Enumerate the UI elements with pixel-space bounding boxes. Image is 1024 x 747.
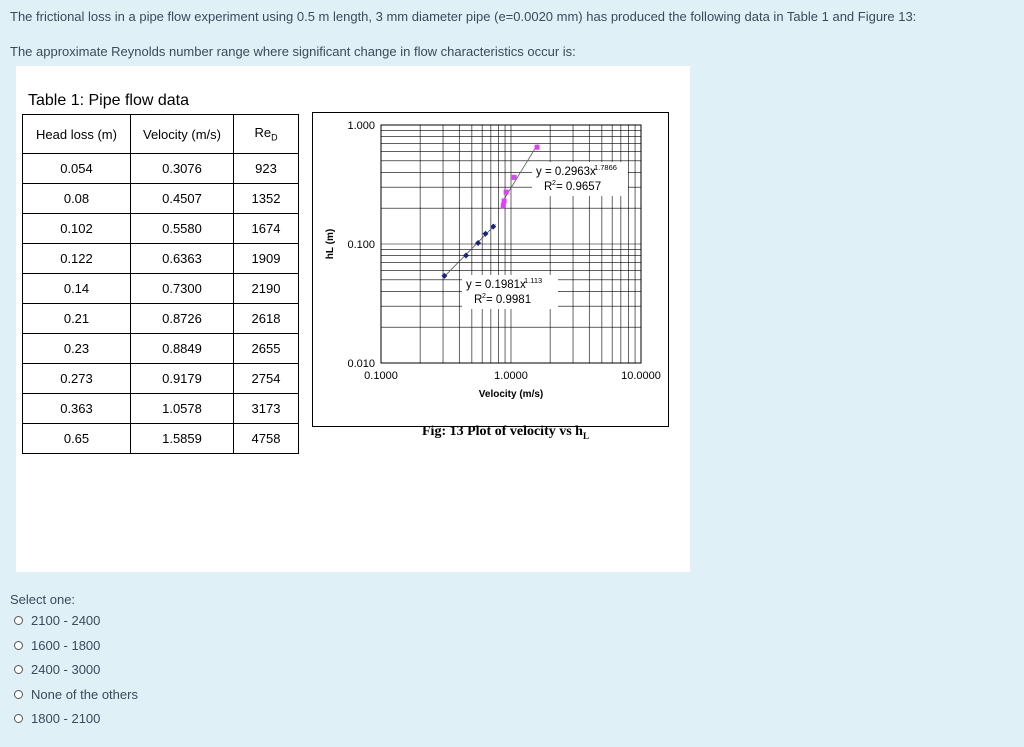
r-squared-exponent: 2 <box>552 180 556 187</box>
x-tick-label: 10.0000 <box>621 370 661 382</box>
y-tick-label: 0.100 <box>347 239 375 251</box>
velocity-headloss-chart <box>313 113 668 426</box>
answer-option-label: None of the others <box>31 686 138 702</box>
cell-head-loss: 0.65 <box>23 424 131 454</box>
table-row <box>23 424 299 454</box>
cell-velocity: 1.5859 <box>131 424 234 454</box>
cell-head-loss: 0.23 <box>23 334 131 364</box>
cell-velocity: 0.4507 <box>131 184 234 214</box>
cell-head-loss: 0.21 <box>23 304 131 334</box>
cell-re: 3173 <box>234 394 299 424</box>
y-axis-label: hL (m) <box>325 228 336 260</box>
r-squared-exponent: 2 <box>482 293 486 300</box>
table-row <box>23 154 299 184</box>
cell-head-loss: 0.122 <box>23 244 131 274</box>
cell-re: 1352 <box>234 184 299 214</box>
cell-re: 2754 <box>234 364 299 394</box>
trend-equation: y = 0.2963x <box>536 166 596 178</box>
data-point <box>502 198 507 203</box>
table-header-row <box>23 115 299 154</box>
radio-button[interactable] <box>14 714 23 723</box>
cell-head-loss: 0.102 <box>23 214 131 244</box>
cell-head-loss: 0.363 <box>23 394 131 424</box>
trend-equation: y = 0.1981x <box>466 279 526 291</box>
table-row <box>23 364 299 394</box>
cell-velocity: 0.6363 <box>131 244 234 274</box>
answer-option-label: 1800 - 2100 <box>31 711 101 726</box>
radio-button[interactable] <box>14 616 23 625</box>
cell-head-loss: 0.273 <box>23 364 131 394</box>
question-prompt: The approximate Reynolds number range where significant change in flow characteristics occur is: <box>10 44 576 59</box>
cell-head-loss: 0.054 <box>23 154 131 184</box>
question-text: The frictional loss in a pipe flow experiment using 0.5 m length, 3 mm diameter pipe (e=0.0020 mm) has produced the following data in Table 1 and Figure 13: <box>10 9 917 24</box>
cell-head-loss: 0.14 <box>23 274 131 304</box>
r-squared-value: = 0.9657 <box>556 181 602 193</box>
cell-velocity: 0.8849 <box>131 334 234 364</box>
table-row <box>23 184 299 214</box>
table-row <box>23 244 299 274</box>
answer-option-label: 2100 - 2400 <box>31 613 101 628</box>
y-tick-label: 1.000 <box>347 120 375 132</box>
trend-exponent: 1.7866 <box>594 163 617 172</box>
table-row <box>23 214 299 244</box>
data-point <box>535 145 540 150</box>
answer-option-label: 1600 - 1800 <box>31 637 101 653</box>
cell-velocity: 0.3076 <box>131 154 234 184</box>
cell-re: 2618 <box>234 304 299 334</box>
trend-exponent: 1.113 <box>524 276 543 285</box>
table-row <box>23 304 299 334</box>
pipe-flow-table <box>22 114 299 454</box>
answer-option[interactable] <box>14 613 100 628</box>
figure-caption: Fig: 13 Plot of velocity vs $h_L$ <box>422 424 589 441</box>
cell-velocity: 0.5580 <box>131 214 234 244</box>
cell-re: 2190 <box>234 274 299 304</box>
answer-option[interactable] <box>14 687 138 702</box>
cell-velocity: 0.9179 <box>131 364 234 394</box>
r-squared-value: = 0.9981 <box>486 294 532 306</box>
x-axis-label: Velocity (m/s) <box>478 389 544 400</box>
answer-option-label: 2400 - 3000 <box>31 662 101 677</box>
col-header-head-loss: Head loss (m) <box>23 115 131 154</box>
table-row <box>23 334 299 364</box>
cell-re: 1674 <box>234 214 299 244</box>
x-tick-label: 0.1000 <box>364 370 398 382</box>
answer-option[interactable] <box>14 662 100 677</box>
answer-option[interactable] <box>14 711 100 726</box>
cell-re: 2655 <box>234 334 299 364</box>
cell-re: 1909 <box>234 244 299 274</box>
cell-re: 4758 <box>234 424 299 454</box>
table-row <box>23 274 299 304</box>
radio-button[interactable] <box>14 641 23 650</box>
col-header-velocity: Velocity (m/s) <box>131 115 234 154</box>
answer-option[interactable] <box>14 638 100 653</box>
cell-velocity: 0.8726 <box>131 304 234 334</box>
radio-button[interactable] <box>14 690 23 699</box>
table-title: Table 1: Pipe flow data <box>28 92 189 109</box>
radio-button[interactable] <box>14 665 23 674</box>
col-header-re: $Re_D$ <box>234 115 299 154</box>
select-one-label: Select one: <box>10 592 76 607</box>
data-point <box>501 203 506 208</box>
r-squared: R <box>544 181 553 193</box>
data-point <box>504 190 509 195</box>
cell-velocity: 0.7300 <box>131 274 234 304</box>
cell-re: 923 <box>234 154 299 184</box>
table-row <box>23 394 299 424</box>
y-tick-label: 0.010 <box>347 358 375 370</box>
data-point <box>512 175 517 180</box>
r-squared: R <box>474 294 483 306</box>
chart-frame <box>312 112 669 427</box>
cell-velocity: 1.0578 <box>131 394 234 424</box>
x-tick-label: 1.0000 <box>494 370 528 382</box>
cell-head-loss: 0.08 <box>23 184 131 214</box>
